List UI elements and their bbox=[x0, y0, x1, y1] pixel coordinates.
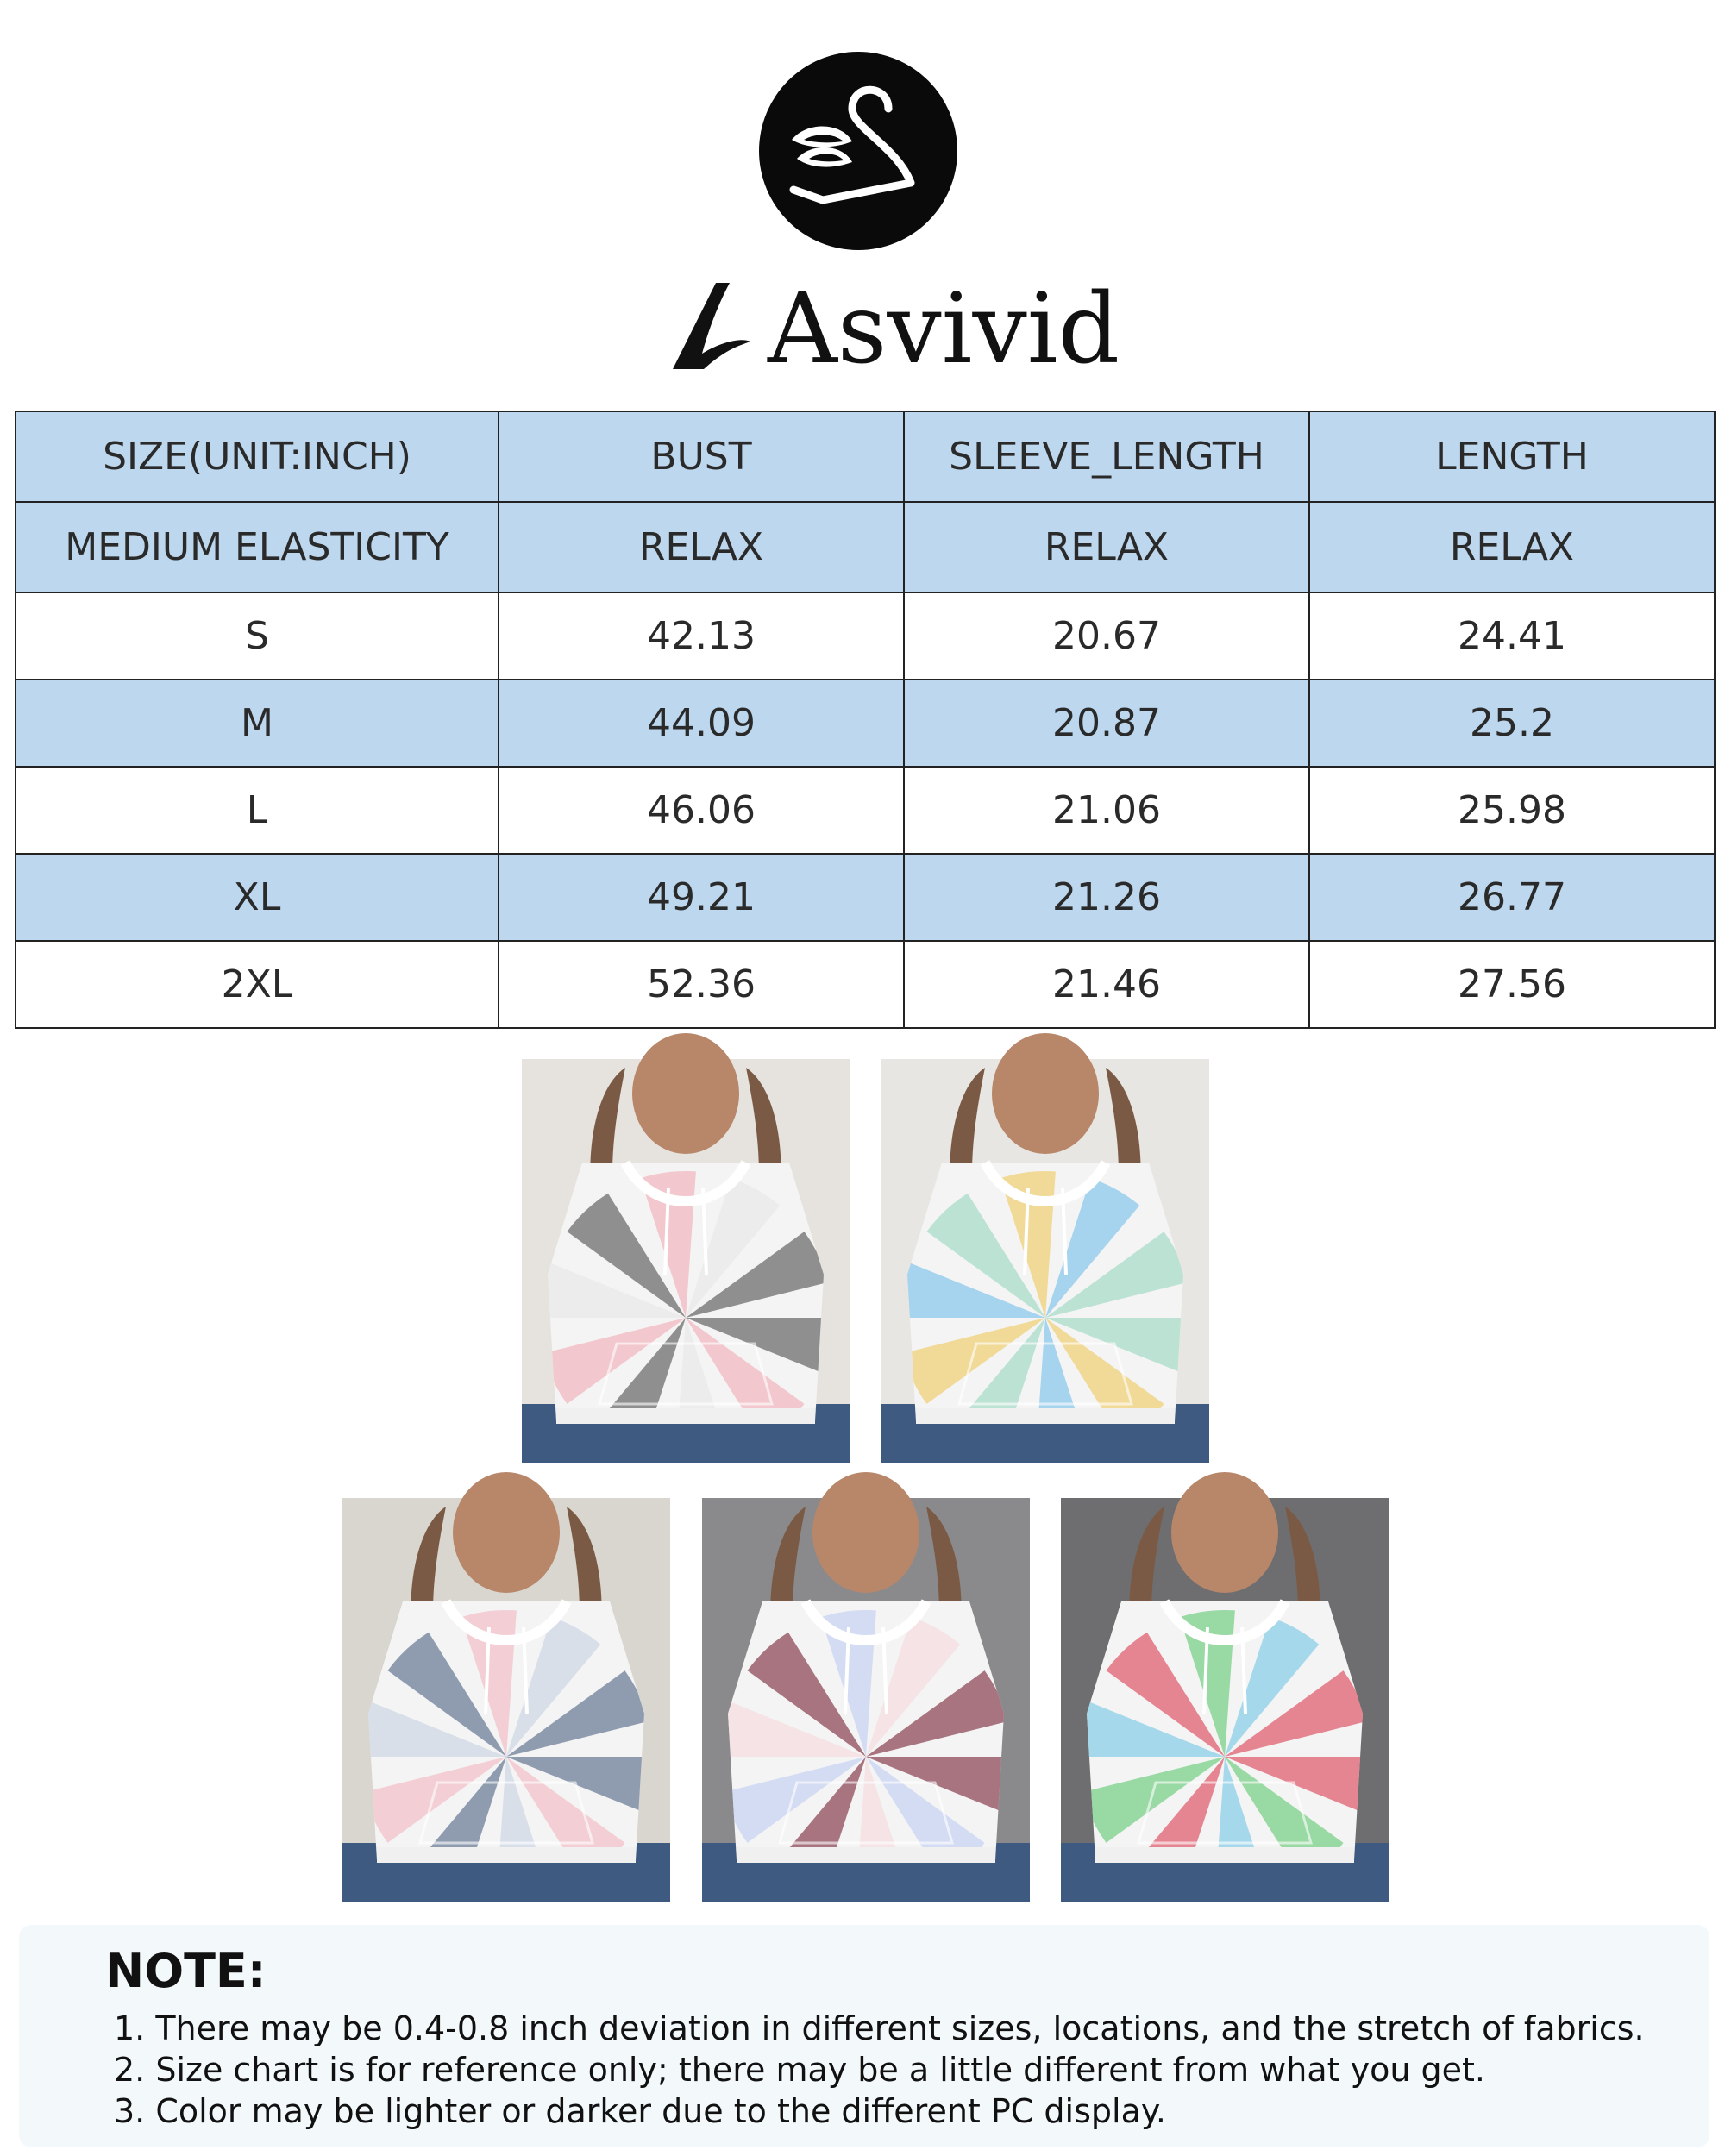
table-cell: 46.06 bbox=[499, 767, 904, 854]
hoodie-photo-mauve-lavender bbox=[702, 1498, 1030, 1902]
table-cell: 20.87 bbox=[904, 680, 1309, 767]
table-header-cell: RELAX bbox=[1309, 502, 1715, 592]
note-item: 1. There may be 0.4-0.8 inch deviation in different sizes, locations, and the stretch of fabrics. bbox=[114, 2009, 1645, 2047]
table-header-row bbox=[16, 411, 1715, 502]
table-cell: 49.21 bbox=[499, 854, 904, 941]
table-header-cell: SIZE(UNIT:INCH) bbox=[16, 411, 499, 502]
hoodie-photo-grey-pink bbox=[522, 1059, 850, 1463]
hoodie-photo-red-green-blue bbox=[1061, 1498, 1389, 1902]
table-cell: 25.98 bbox=[1309, 767, 1715, 854]
hoodie-photo-pastel-multicolor bbox=[881, 1059, 1209, 1463]
table-cell: 21.26 bbox=[904, 854, 1309, 941]
table-header-cell: MEDIUM ELASTICITY bbox=[16, 502, 499, 592]
hoodie-photo-blue-grey-pink bbox=[342, 1498, 670, 1902]
table-cell: M bbox=[16, 680, 499, 767]
table-cell: 2XL bbox=[16, 941, 499, 1028]
table-cell: 25.2 bbox=[1309, 680, 1715, 767]
swan-hanger-icon bbox=[759, 52, 957, 250]
table-cell: 20.67 bbox=[904, 592, 1309, 680]
table-header-cell: RELAX bbox=[499, 502, 904, 592]
table-header-row bbox=[16, 502, 1715, 592]
table-row bbox=[16, 854, 1715, 941]
table-row bbox=[16, 680, 1715, 767]
table-cell: 21.46 bbox=[904, 941, 1309, 1028]
brand-wordmark bbox=[664, 273, 1120, 385]
brand-logo bbox=[759, 52, 957, 250]
table-header-cell: LENGTH bbox=[1309, 411, 1715, 502]
table-cell: 24.41 bbox=[1309, 592, 1715, 680]
table-cell: S bbox=[16, 592, 499, 680]
note-box bbox=[19, 1925, 1709, 2147]
table-cell: 44.09 bbox=[499, 680, 904, 767]
table-cell: 27.56 bbox=[1309, 941, 1715, 1028]
table-cell: 21.06 bbox=[904, 767, 1309, 854]
size-chart-table bbox=[15, 411, 1716, 1029]
table-row bbox=[16, 941, 1715, 1028]
table-cell: 52.36 bbox=[499, 941, 904, 1028]
table-cell: 42.13 bbox=[499, 592, 904, 680]
table-cell: 26.77 bbox=[1309, 854, 1715, 941]
note-item: 2. Size chart is for reference only; there may be a little different from what you get. bbox=[114, 2051, 1485, 2089]
table-cell: XL bbox=[16, 854, 499, 941]
table-header-cell: SLEEVE_LENGTH bbox=[904, 411, 1309, 502]
table-row bbox=[16, 592, 1715, 680]
note-title: NOTE: bbox=[105, 1944, 267, 1998]
note-item: 3. Color may be lighter or darker due to the different PC display. bbox=[114, 2092, 1167, 2130]
table-header-cell: BUST bbox=[499, 411, 904, 502]
table-header-cell: RELAX bbox=[904, 502, 1309, 592]
brand-name-text: Asvivid bbox=[768, 273, 1120, 385]
note-list bbox=[114, 2008, 1645, 2132]
table-cell: L bbox=[16, 767, 499, 854]
table-row bbox=[16, 767, 1715, 854]
